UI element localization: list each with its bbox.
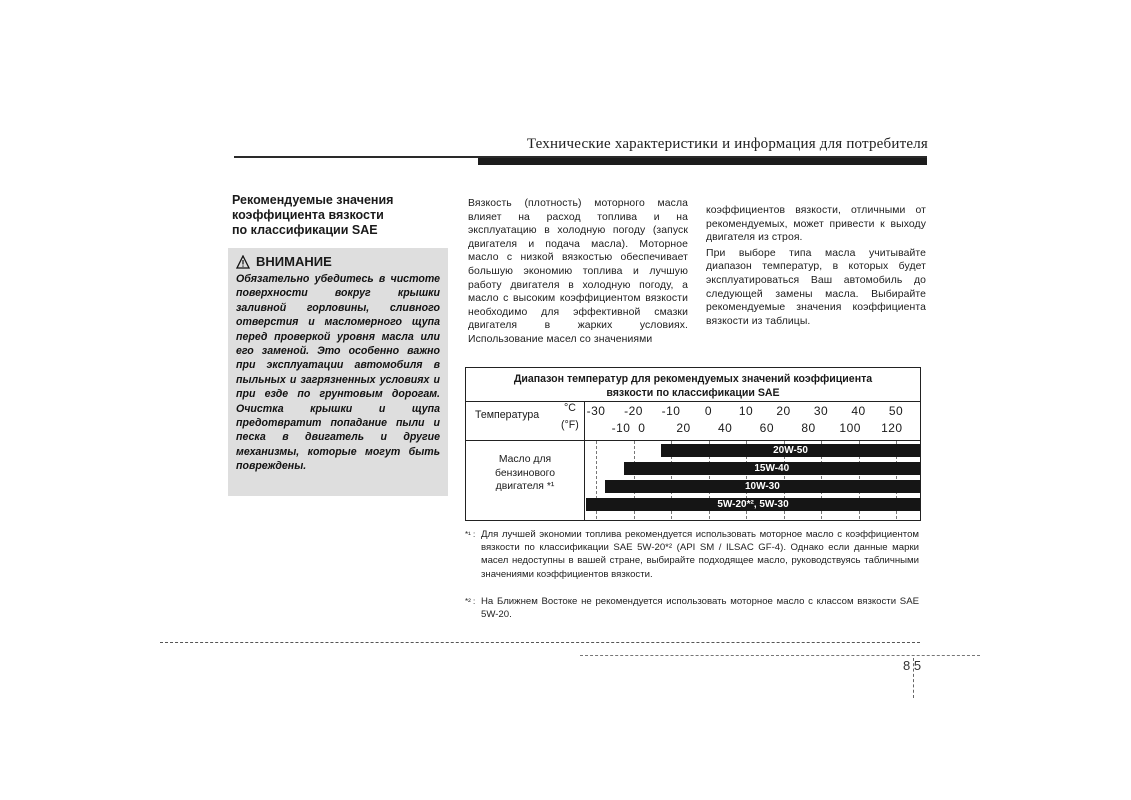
celsius-tick-label: -30 <box>586 404 606 418</box>
oil-grade-bar: 10W-30 <box>605 480 920 493</box>
oil-label-line: бензинового <box>495 467 555 479</box>
celsius-tick-label: 50 <box>888 404 904 418</box>
oil-grade-bar: 20W-50 <box>661 444 920 457</box>
fahrenheit-tick-label: -10 <box>611 421 631 435</box>
section-heading <box>232 193 452 238</box>
fahrenheit-tick-label: 60 <box>759 421 775 435</box>
fahrenheit-tick-label: 120 <box>881 421 903 435</box>
middle-column-text: Вязкость (плотность) моторного масла влияет на расход топлива и на эксплуатацию в холодную погоду (запуск двигателя и подача масла). Моторное масло с низкой вязкостью обеспечивает большую экономию топлива и лучшую работу двигателя в холодную погоду, а масло с высоким коэффициентом вязкости необходимо для эффективной смазки двигателя в жарких условиях. Использование масел со значениями <box>468 198 688 345</box>
oil-grade-bar: 5W-20*², 5W-30 <box>586 498 920 511</box>
oil-label-line: Масло для <box>498 454 552 465</box>
table-title-line: вязкости по классификации SAE <box>606 387 780 399</box>
right-paragraph-1: коэффициентов вязкости, отличными от рекомендуемых, может привести к выходу двигателя из строя. <box>706 205 926 244</box>
temperature-label: Температура <box>475 409 540 421</box>
page-header-title: Технические характеристики и информация для потребителя <box>526 136 928 152</box>
warning-text: Обязательно убедитесь в чистоте поверхности вокруг крышки заливной горловины, сливного отверстия и масломерного щупа перед проверкой уровня масла или его заменой. Это особенно важно при эксплуатации автомобиля в пыльных и загрязненных условиях и при езде по грунтовым дорогам. Очистка крышки и щупа предотвратит попадание пыли и песка в двигатель и другие механизмы, которые могут быть повреждены. <box>236 273 440 473</box>
footnote-text: Для лучшей экономии топлива рекомендуется использовать моторное масло с коэффициентом вязкости по классификации SAE 5W-20*² (API SM / ILSAC GF-4). Однако если данные марки масел недоступны в вашей стране, выбирайте подходящее масло, руководствуясь табличными значениями коэффициентов вязкости. <box>481 529 919 580</box>
footnote-text: На Ближнем Востоке не рекомендуется использовать моторное масло с классом вязкости SAE 5W-20. <box>481 596 919 621</box>
viscosity-table <box>465 367 921 521</box>
celsius-unit: °C <box>564 402 576 414</box>
right-column-text <box>706 204 926 330</box>
table-title-line: Диапазон температур для рекомендуемых значений коэффициента <box>513 373 873 385</box>
header-rule-thick <box>478 158 927 165</box>
fahrenheit-unit: (°F) <box>561 419 579 431</box>
section-heading-line: по классификации SAE <box>232 223 378 237</box>
celsius-tick-label: 30 <box>813 404 829 418</box>
footnote-mark: *¹ : <box>465 530 476 539</box>
fahrenheit-tick-label: 40 <box>717 421 733 435</box>
warning-box <box>228 248 448 496</box>
fahrenheit-tick-label: 0 <box>638 421 646 435</box>
footer-dashed-line <box>160 642 920 643</box>
celsius-tick-label: 10 <box>738 404 754 418</box>
temperature-row-separator <box>466 440 920 441</box>
footnote-mark: *² : <box>465 597 476 606</box>
celsius-tick-label: -20 <box>624 404 643 418</box>
celsius-tick-label: 20 <box>776 404 791 418</box>
celsius-tick-label: 40 <box>851 404 866 418</box>
warning-triangle-icon <box>236 255 250 269</box>
fahrenheit-tick-label: 80 <box>801 421 816 435</box>
gasoline-oil-label <box>476 453 574 494</box>
footnote-1 <box>465 528 919 581</box>
right-paragraph-2: При выборе типа масла учитывайте диапазон температур, в которых будет эксплуатироваться Ваш автомобиль до следующей замены масла. Выбирайте рекомендуемые значения коэффициента вязкости из таблицы. <box>706 247 926 327</box>
oil-grade-bar: 15W-40 <box>624 462 921 475</box>
section-heading-line: коэффициента вязкости <box>232 208 384 222</box>
page-number-divider <box>913 658 914 698</box>
celsius-tick-label: 0 <box>704 404 713 418</box>
celsius-tick-label: -10 <box>661 404 681 418</box>
footer-dashed-line-2 <box>580 655 980 656</box>
fahrenheit-tick-label: 100 <box>839 421 861 435</box>
warning-title <box>236 254 440 270</box>
table-title <box>466 368 920 402</box>
warning-title-text: ВНИМАНИЕ <box>256 254 332 269</box>
footnote-2 <box>465 595 919 621</box>
section-heading-line: Рекомендуемые значения <box>232 193 394 207</box>
page-number: 8 5 <box>903 658 922 673</box>
fahrenheit-tick-label: 20 <box>676 421 691 435</box>
oil-label-line: двигателя *¹ <box>495 481 555 492</box>
